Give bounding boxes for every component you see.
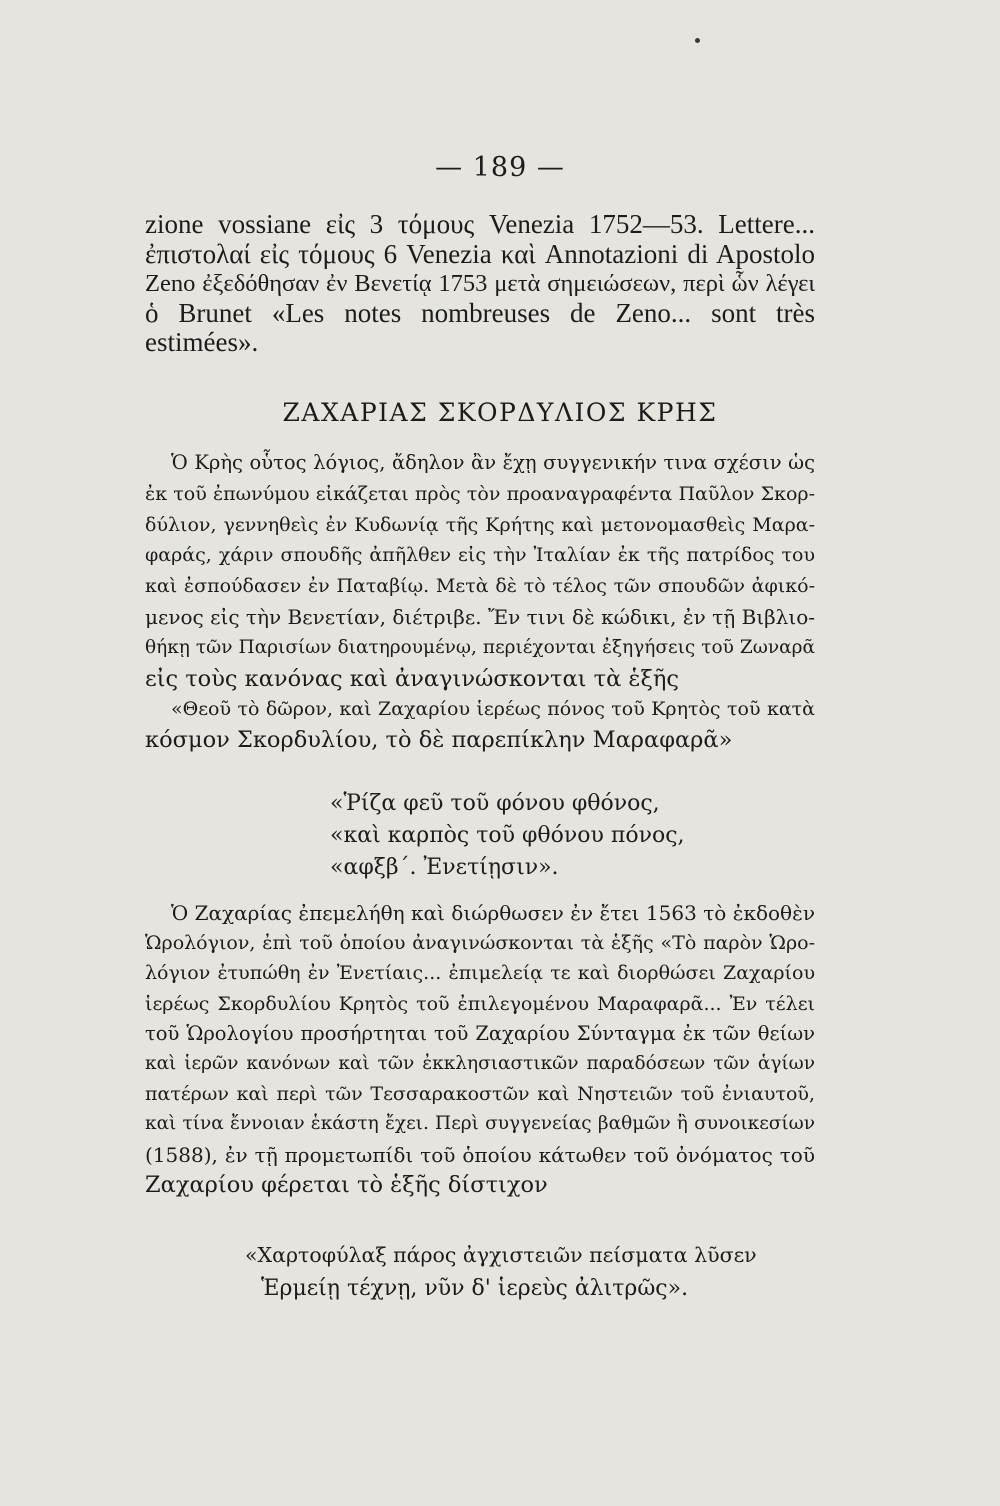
verse-line: Ἑρμείῃ τέχνῃ, νῦν δ' ἱερεὺς ἀλιτρῶς». — [261, 1276, 689, 1301]
text-line: κόσμον Σκορδυλίου, τὸ δὲ παρεπίκλην Μαραφαρᾶ» — [145, 727, 733, 754]
text-line: «Θεοῦ τὸ δῶρον, καὶ Ζαχαρίου ἱερέως πόνος τοῦ Κρητὸς τοῦ κατὰ — [171, 698, 815, 721]
text-line: πατέρων καὶ περὶ τῶν Τεσσαρακοστῶν καὶ Νηστειῶν τοῦ ἐνιαυτοῦ, — [145, 1083, 815, 1106]
text-line: Ὁ Ζαχαρίας ἐπεμελήθη καὶ διώρθωσεν ἐν ἔτει 1563 τὸ ἐκδοθὲν — [171, 901, 815, 925]
verse-line: «Χαρτοφύλαξ πάρος ἀγχιστειῶν πείσματα λῦσεν — [245, 1243, 757, 1267]
text-line: εἰς τοὺς κανόνας καὶ ἀναγινώσκονται τὰ ἑξῆς — [145, 665, 679, 692]
paragraph-biography — [145, 448, 815, 756]
text-line: Ὡρολόγιον, ἐπὶ τοῦ ὁποίου ἀναγινώσκονται τὰ ἑξῆς «Τὸ παρὸν Ὡρο- — [145, 932, 815, 955]
paragraph-intro — [145, 210, 815, 358]
text-line: Ζαχαρίου φέρεται τὸ ἑξῆς δίστιχον — [145, 1171, 548, 1198]
text-line: Zeno ἐξεδόθησαν ἐν Βενετίᾳ 1753 μετὰ σημειώσεων, περὶ ὧν λέγει — [145, 270, 815, 297]
text-line: estimées». — [145, 327, 259, 357]
verse-line: «καὶ καρπὸς τοῦ φθόνου πόνος, — [330, 823, 685, 848]
ink-speck — [695, 38, 700, 43]
text-line: zione vossiane εἰς 3 τόμους Venezia 1752—53. Lettere... — [145, 209, 815, 239]
text-line: λόγιον ἐτυπώθη ἐν Ἐνετίαις... ἐπιμελείᾳ τε καὶ διορθώσει Ζαχαρίου — [145, 962, 815, 985]
text-line: ἐπιστολαί εἰς τόμους 6 Venezia καὶ Annotazioni di Apostolo — [145, 238, 815, 269]
text-line: ὁ Brunet «Les notes nombreuses de Zeno... sont très — [145, 297, 815, 328]
text-line: καὶ τίνα ἔννοιαν ἑκάστη ἔχει. Περὶ συγγενείας βαθμῶν ἢ συνοικεσίων — [145, 1113, 815, 1135]
paragraph-horologion — [145, 898, 815, 1200]
text-line: Ὁ Κρὴς οὗτος λόγιος, ἄδηλον ἂν ἔχῃ συγγενικήν τινα σχέσιν ὡς — [171, 451, 815, 474]
text-line: θήκῃ τῶν Παρισίων διατηρουμένῳ, περιέχονται ἐξηγήσεις τοῦ Ζωναρᾶ — [145, 636, 815, 658]
verse-quotation — [330, 788, 750, 884]
text-line: δύλιον, γεννηθεὶς ἐν Κυδωνίᾳ τῆς Κρήτης καὶ μετονομασθεὶς Μαρα- — [145, 513, 815, 536]
text-line: τοῦ Ὡρολογίου προσήρτηται τοῦ Ζαχαρίου Σύνταγμα ἐκ τῶν θείων — [145, 1021, 815, 1045]
distich-quotation — [245, 1238, 765, 1306]
text-line: μενος εἰς τὴν Βενετίαν, διέτριβε. Ἔν τινι δὲ κώδικι, ἐν τῇ Βιβλιο- — [145, 604, 815, 629]
text-line: (1588), ἐν τῇ προμετωπίδι τοῦ ὁποίου κάτωθεν τοῦ ὀνόματος τοῦ — [145, 1142, 815, 1167]
verse-line: «αφξβ΄. Ἐνετίῃσιν». — [330, 855, 559, 880]
section-heading: ΖΑΧΑΡΙΑΣ ΣΚΟΡΔΥΛΙΟΣ ΚΡΗΣ — [282, 398, 718, 427]
text-line: φαράς, χάριν σπουδῆς ἀπῆλθεν εἰς τὴν Ἰταλίαν ἐκ τῆς πατρίδος του — [145, 544, 815, 567]
text-line: καὶ ἐσπούδασεν ἐν Παταβίῳ. Μετὰ δὲ τὸ τέλος τῶν σπουδῶν ἀφικό- — [145, 575, 815, 598]
text-line: ἱερέως Σκορδυλίου Κρητὸς τοῦ ἐπιλεγομένου Μαραφαρᾶ... Ἐν τέλει — [145, 992, 815, 1015]
verse-line: «Ῥίζα φεῦ τοῦ φόνου φθόνος, — [330, 791, 660, 816]
text-line: ἐκ τοῦ ἐπωνύμου εἰκάζεται πρὸς τὸν προαναγραφέντα Παῦλον Σκορ- — [145, 482, 815, 505]
text-line: καὶ ἱερῶν κανόνων καὶ τῶν ἐκκλησιαστικῶν παραδόσεων τῶν ἁγίων — [145, 1053, 815, 1075]
page-number: — 189 — — [435, 152, 565, 183]
